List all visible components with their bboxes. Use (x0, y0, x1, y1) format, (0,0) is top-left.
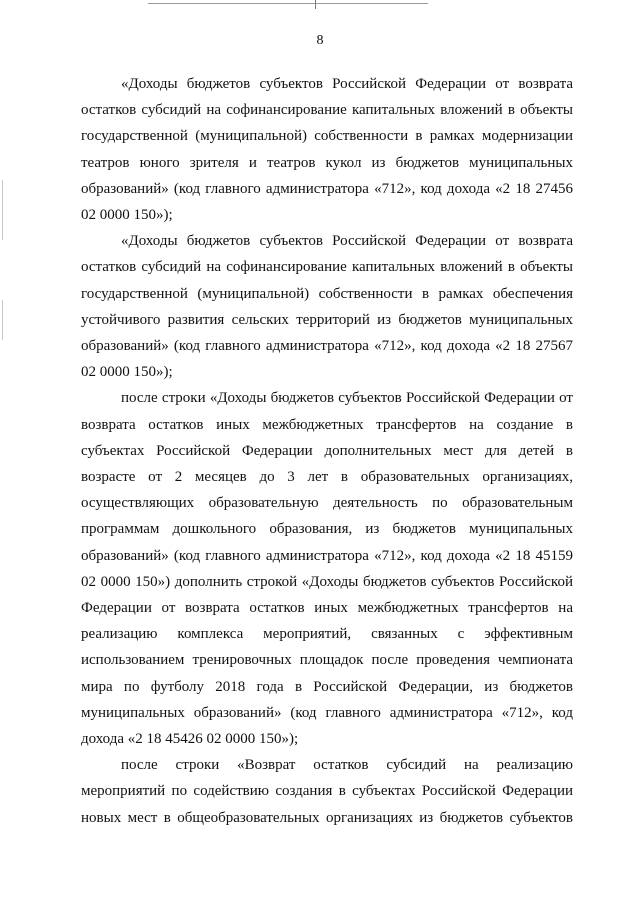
paragraph: «Доходы бюджетов субъектов Российской Федерации от возврата остатков субсидий на софинансирование капитальных вложений в объекты государственной (муниципальной) собственности в рамках модернизации театров юного зрителя и театров кукол из бюджетов муниципальных образований» (код главного администратора «712», код дохода «2 18 27456 02 0000 150»); (81, 76, 573, 224)
scan-top-rule (148, 3, 428, 4)
scan-top-tick (315, 0, 316, 9)
scan-edge-mark (2, 300, 3, 340)
scan-edge-mark (2, 180, 3, 240)
paragraph: после строки «Возврат остатков субсидий на реализацию мероприятий по содействию создания в субъектах Российской Федерации новых мест в общеобразовательных организациях из бюджетов субъектов (81, 757, 573, 826)
document-body (81, 71, 573, 831)
page-number: 8 (316, 33, 324, 48)
paragraph: после строки «Доходы бюджетов субъектов Российской Федерации от возврата остатков иных межбюджетных трансфертов на создание в субъектах Российской Федерации дополнительных мест для детей в возрасте от 2 месяцев до 3 лет в образовательных организациях, осуществляющих образовательную деятельность по образовательным программам дошкольного образования, из бюджетов муниципальных образований» (код главного администратора «712», код дохода «2 18 45159 02 0000 150») дополнить строкой «Доходы бюджетов субъектов Российской Федерации от возврата остатков иных межбюджетных трансфертов на реализацию комплекса мероприятий, связанных с эффективным использованием тренировочных площадок после проведения чемпионата мира по футболу 2018 года в Российской Федерации, из бюджетов муниципальных образований» (код главного администратора «712», код дохода «2 18 45426 02 0000 150»); (81, 390, 573, 748)
paragraph: «Доходы бюджетов субъектов Российской Федерации от возврата остатков субсидий на софинансирование капитальных вложений в объекты государственной (муниципальной) собственности в рамках обеспечения устойчивого развития сельских территорий из бюджетов муниципальных образований» (код главного администратора «712», код дохода «2 18 27567 02 0000 150»); (81, 233, 573, 381)
